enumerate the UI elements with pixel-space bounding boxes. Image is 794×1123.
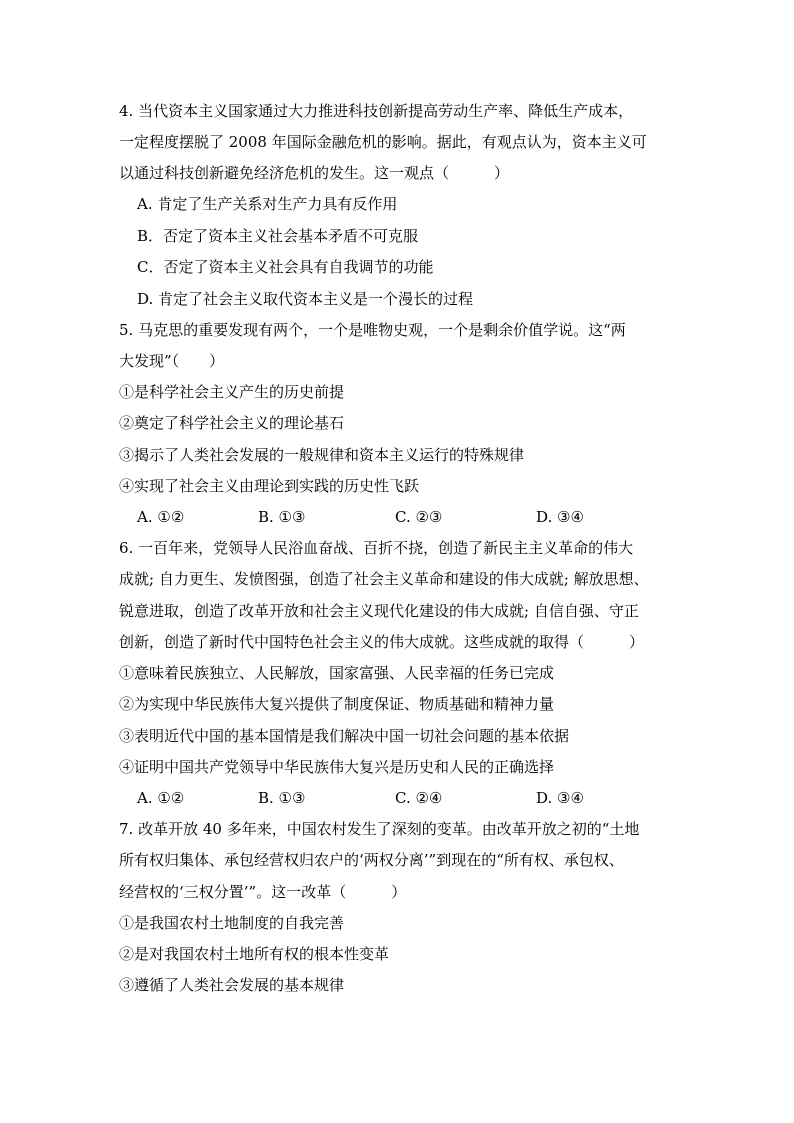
q4-option-a: A. 肯定了生产关系对生产力具有反作用 xyxy=(137,195,398,213)
q6-stem-line-4: 创新，创造了新时代中国特色社会主义的伟大成就。这些成就的取得（ ） xyxy=(119,633,645,651)
q5-stem-line-2: 大发现”（ ） xyxy=(119,352,225,370)
q7-item-3: ③遵循了人类社会发展的基本规律 xyxy=(119,976,345,994)
q7-item-2: ②是对我国农村土地所有权的根本性变革 xyxy=(119,945,390,963)
q5-item-1: ①是科学社会主义产生的历史前提 xyxy=(119,383,345,401)
q7-stem-line-1: 7. 改革开放 40 多年来，中国农村发生了深刻的变革。由改革开放之初的“土地 xyxy=(119,820,640,838)
q6-choice-b: B. ①③ xyxy=(258,789,306,807)
q7-stem-line-2: 所有权归集体、承包经营权归农户的‘两权分离’”到现在的“所有权、承包权、 xyxy=(119,851,624,869)
q5-item-4: ④实现了社会主义由理论到实践的历史性飞跃 xyxy=(119,477,420,495)
q6-item-2: ②为实现中华民族伟大复兴提供了制度保证、物质基础和精神力量 xyxy=(119,695,555,713)
q5-item-3: ③揭示了人类社会发展的一般规律和资本主义运行的特殊规律 xyxy=(119,446,525,464)
q7-stem-line-3: 经营权的‘三权分置’”。这一改革（ ） xyxy=(119,883,407,901)
q5-item-2: ②奠定了科学社会主义的理论基石 xyxy=(119,414,345,432)
q5-choice-c: C. ②③ xyxy=(395,508,443,526)
q7-item-1: ①是我国农村土地制度的自我完善 xyxy=(119,914,345,932)
q5-choice-b: B. ①③ xyxy=(258,508,306,526)
q6-choice-c: C. ②④ xyxy=(395,789,443,807)
q6-choice-d: D. ③④ xyxy=(536,789,584,807)
q4-option-c: C．否定了资本主义社会具有自我调节的功能 xyxy=(137,258,434,276)
q6-stem-line-1: 6. 一百年来，党领导人民浴血奋战、百折不挠，创造了新民主主义革命的伟大 xyxy=(119,539,634,557)
q4-stem-line-2: 一定程度摆脱了 2008 年国际金融危机的影响。据此，有观点认为，资本主义可 xyxy=(119,133,647,151)
q6-item-1: ①意味着民族独立、人民解放，国家富强、人民幸福的任务已完成 xyxy=(119,664,555,682)
q4-option-b: B．否定了资本主义社会基本矛盾不可克服 xyxy=(137,227,419,245)
q6-item-3: ③表明近代中国的基本国情是我们解决中国一切社会问题的基本依据 xyxy=(119,727,570,745)
q5-stem-line-1: 5. 马克思的重要发现有两个，一个是唯物史观，一个是剩余价值学说。这“两 xyxy=(119,321,626,339)
q6-stem-line-2: 成就; 自力更生、发愤图强，创造了社会主义革命和建设的伟大成就; 解放思想、 xyxy=(119,570,649,588)
q4-stem-line-1: 4. 当代资本主义国家通过大力推进科技创新提高劳动生产率、降低生产成本， xyxy=(119,102,634,120)
q5-choice-a: A. ①② xyxy=(137,508,185,526)
q6-item-4: ④证明中国共产党领导中华民族伟大复兴是历史和人民的正确选择 xyxy=(119,758,555,776)
q6-stem-line-3: 锐意进取，创造了改革开放和社会主义现代化建设的伟大成就; 自信自强、守正 xyxy=(119,602,639,620)
q4-stem-line-3: 以通过科技创新避免经济危机的发生。这一观点（ ） xyxy=(119,164,510,182)
q4-option-d: D. 肯定了社会主义取代资本主义是一个漫长的过程 xyxy=(137,290,474,308)
q5-choice-d: D. ③④ xyxy=(536,508,584,526)
q6-choice-a: A. ①② xyxy=(137,789,185,807)
